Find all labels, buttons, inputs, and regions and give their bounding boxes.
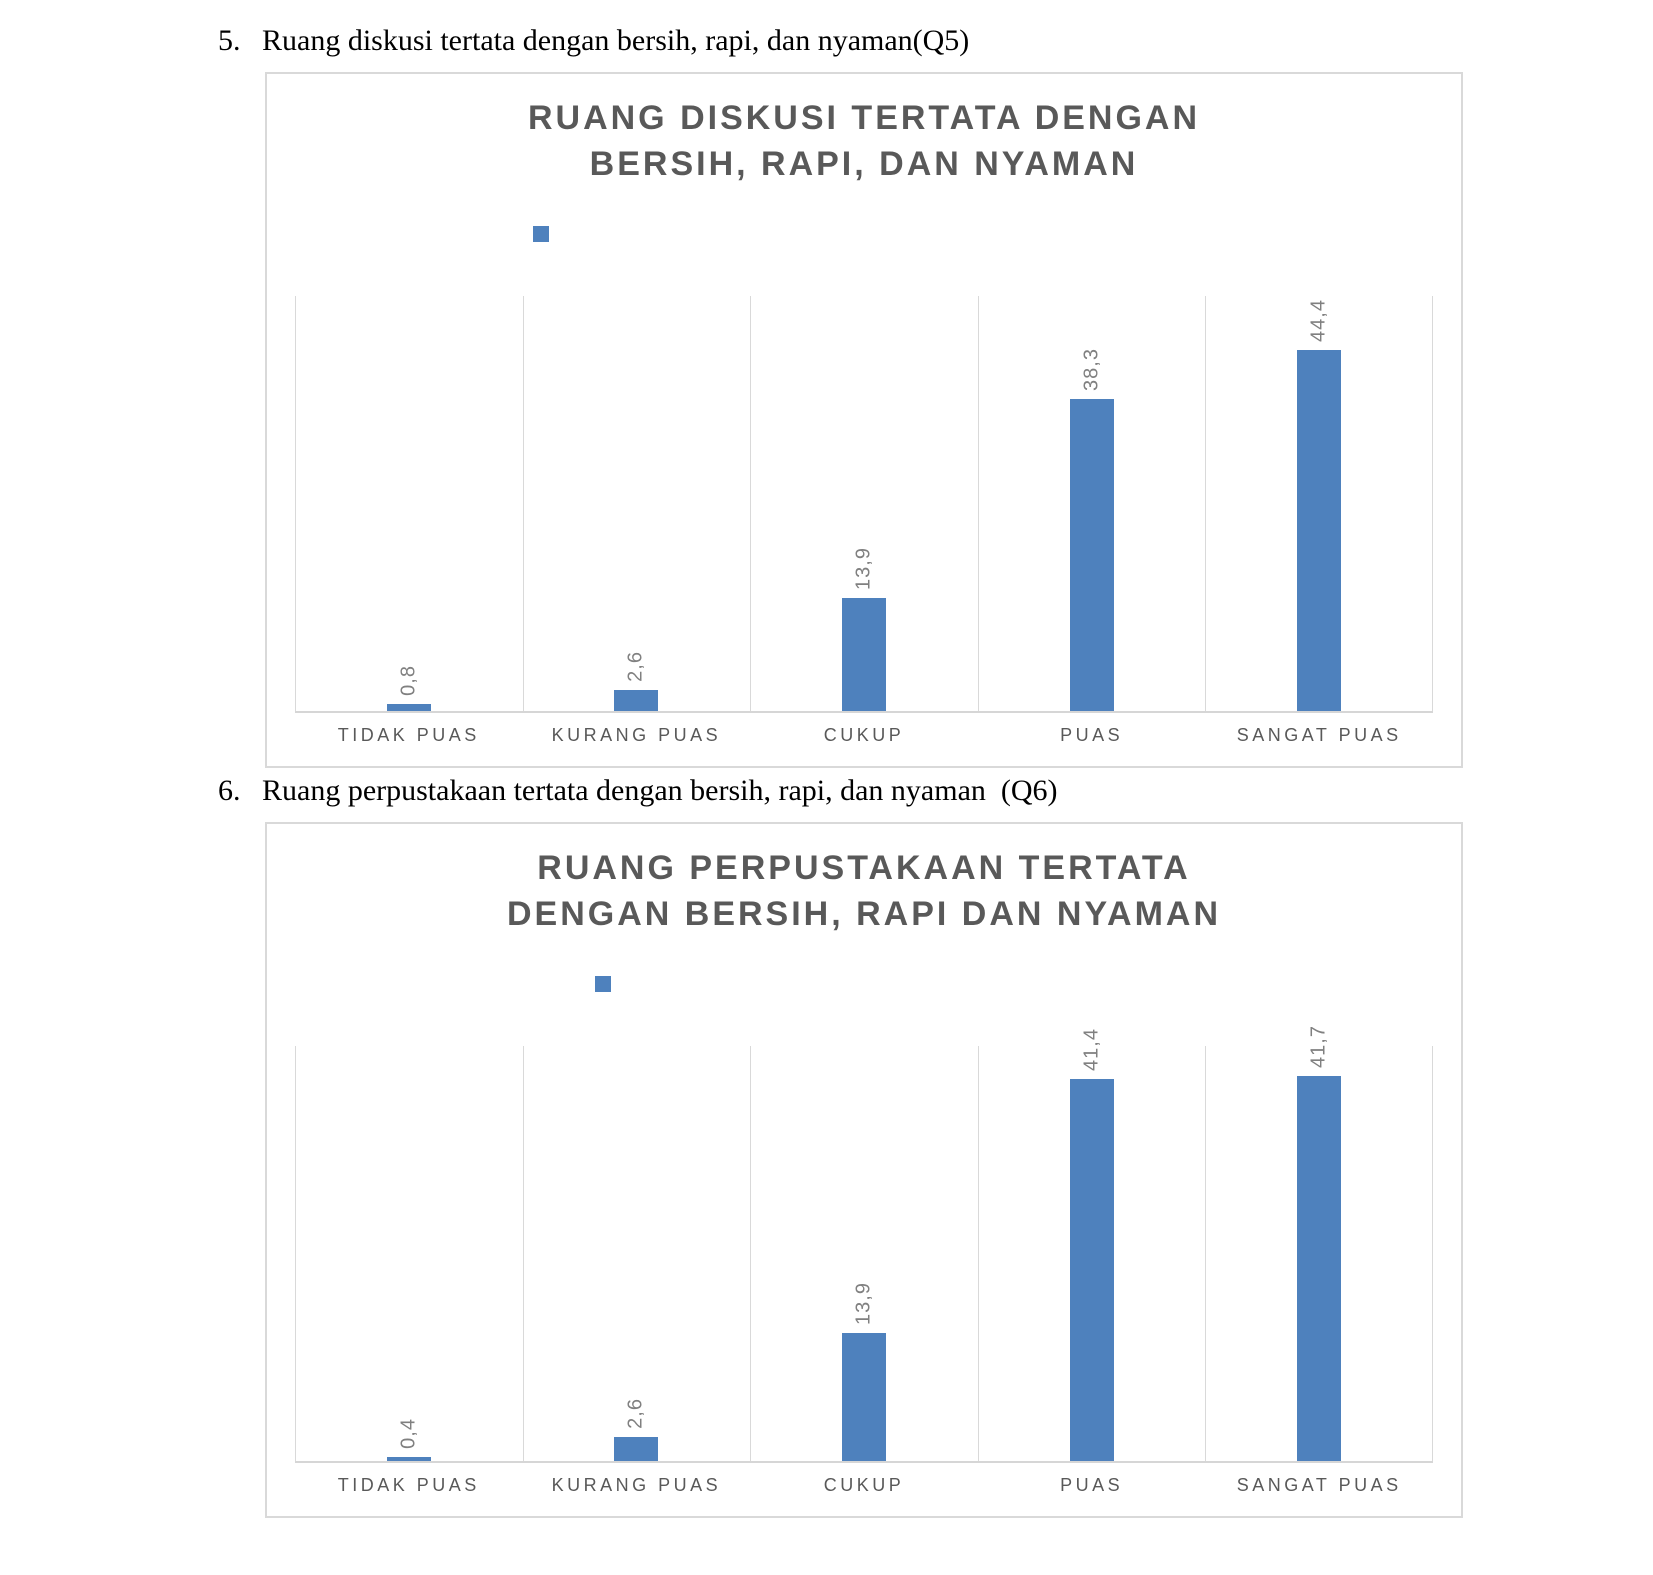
bar-data-label: 0,4 — [397, 1418, 420, 1449]
category-cell — [750, 296, 978, 711]
bar — [1297, 1076, 1341, 1461]
x-axis-category-label: SANGAT PUAS — [1236, 1475, 1402, 1495]
chart-q5-title-line2: BERSIH, RAPI, DAN NYAMAN — [589, 144, 1139, 183]
chart-q6-plot-area — [295, 1025, 1433, 1463]
x-axis-category-label: PUAS — [1060, 1475, 1124, 1495]
x-axis-category-label: SANGAT PUAS — [1236, 725, 1402, 745]
x-axis-category-label: CUKUP — [823, 725, 905, 745]
chart-q6-x-axis-labels — [295, 1475, 1433, 1496]
category-cell — [295, 1046, 523, 1461]
chart-q5 — [265, 72, 1463, 768]
bar — [387, 1457, 431, 1461]
category-cell — [523, 296, 751, 711]
bar-data-label: 44,4 — [1307, 299, 1330, 342]
bar — [614, 1437, 658, 1461]
list-item-5-number: 5. — [218, 24, 241, 57]
bar-data-label: 2,6 — [624, 651, 647, 682]
bar — [842, 1333, 886, 1461]
bar — [387, 704, 431, 711]
chart-q5-x-axis-labels — [295, 725, 1433, 746]
x-axis-category-label: PUAS — [1060, 725, 1124, 745]
list-item-5-text: Ruang diskusi tertata dengan bersih, rapi, dan nyaman(Q5) — [262, 24, 970, 57]
bar — [1070, 399, 1114, 711]
chart-q5-title — [267, 96, 1461, 188]
category-cell — [1205, 296, 1433, 711]
bar-data-label: 13,9 — [852, 1282, 875, 1325]
x-axis-category-label: TIDAK PUAS — [337, 1475, 480, 1495]
list-item-6-number: 6. — [218, 774, 241, 807]
legend-marker — [533, 226, 549, 242]
category-cell — [295, 296, 523, 711]
list-item-5-heading — [218, 24, 969, 58]
bar — [842, 598, 886, 711]
chart-q6-title-line1: RUANG PERPUSTAKAAN TERTATA — [537, 849, 1191, 887]
bar — [614, 690, 658, 711]
bar-data-label: 38,3 — [1080, 348, 1103, 391]
list-item-6-text: Ruang perpustakaan tertata dengan bersih, rapi, dan nyaman (Q6) — [262, 774, 1058, 807]
category-cell — [523, 1046, 751, 1461]
category-cell — [978, 296, 1206, 711]
chart-q6-title — [267, 846, 1461, 938]
legend-marker — [595, 976, 611, 992]
category-cell — [1205, 1025, 1433, 1461]
list-item-6-heading — [218, 774, 1058, 808]
category-cell — [978, 1028, 1206, 1461]
bar-data-label: 2,6 — [624, 1398, 647, 1429]
x-axis-category-label: KURANG PUAS — [551, 725, 722, 745]
bar — [1070, 1079, 1114, 1461]
x-axis-category-label: CUKUP — [823, 1475, 905, 1495]
x-axis-category-label: KURANG PUAS — [551, 1475, 722, 1495]
category-cell — [750, 1046, 978, 1461]
bar-data-label: 41,7 — [1307, 1025, 1330, 1068]
chart-q6 — [265, 822, 1463, 1518]
bar — [1297, 350, 1341, 711]
bar-data-label: 0,8 — [397, 665, 420, 696]
x-axis-category-label: TIDAK PUAS — [337, 725, 480, 745]
bar-cells — [295, 1025, 1433, 1461]
bar-data-label: 13,9 — [852, 547, 875, 590]
bar-data-label: 41,4 — [1080, 1028, 1103, 1071]
chart-q5-title-line1: RUANG DISKUSI TERTATA DENGAN — [527, 99, 1201, 137]
chart-q5-plot-area — [295, 296, 1433, 713]
chart-q6-title-line2: DENGAN BERSIH, RAPI DAN NYAMAN — [506, 894, 1222, 933]
bar-cells — [295, 296, 1433, 711]
